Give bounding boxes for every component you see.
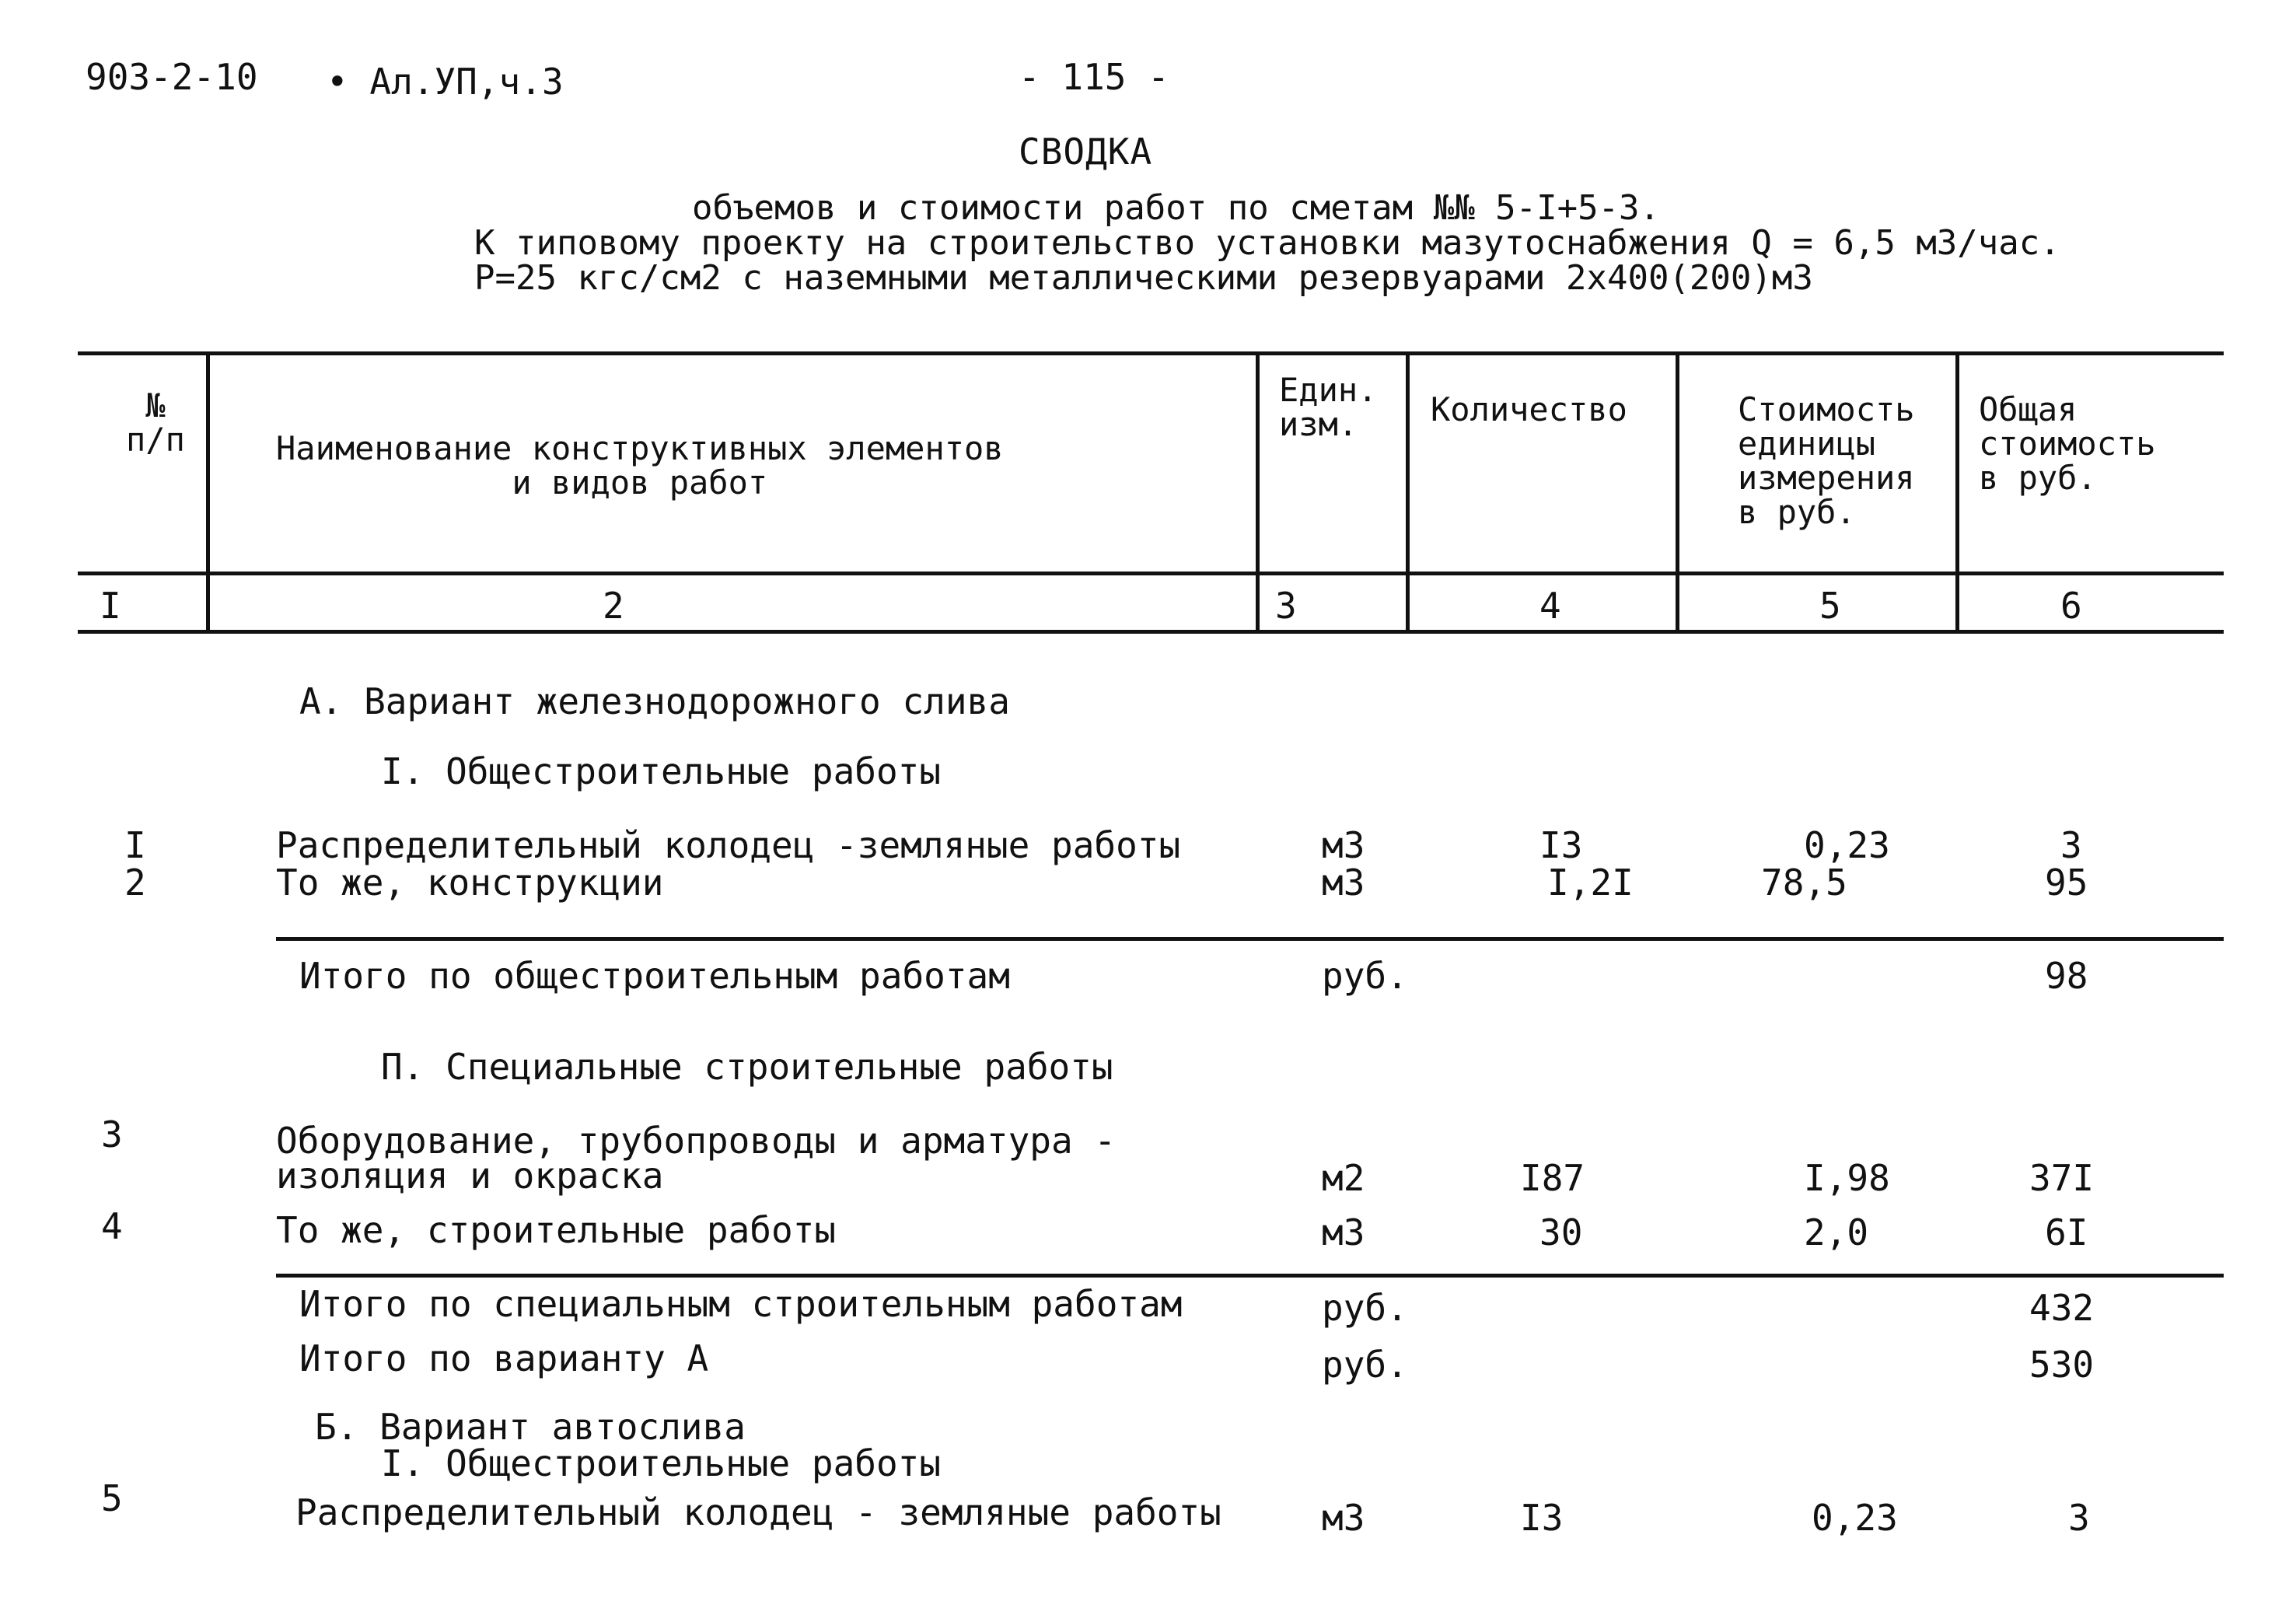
- column-numbers-bottom-rule: [78, 630, 2224, 634]
- row-unit: м3: [1322, 1211, 1365, 1253]
- col-number: 4: [1539, 585, 1561, 627]
- subtotal-unit: руб.: [1322, 955, 1408, 997]
- subtotal-label: Итого по общестроительным работам: [299, 955, 1010, 997]
- row-number: I: [124, 824, 146, 866]
- subtitle-line-2: К типовому проекту на строительство установки мазутоснабжения Q = 6,5 м3/час.: [474, 223, 2060, 263]
- row-unit: м3: [1322, 1497, 1365, 1539]
- document-code: 903-2-10: [86, 56, 258, 98]
- col-header-unit-price: Стоимость единицы измерения в руб.: [1738, 390, 1915, 531]
- subsection-heading: I. Общестроительные работы: [381, 750, 942, 792]
- col-header-name: Наименование конструктивных элементов и видов работ: [276, 429, 1004, 502]
- column-divider: [1676, 354, 1679, 632]
- section-heading: Б. Вариант автослива: [315, 1406, 746, 1448]
- row-unit: м3: [1322, 862, 1365, 904]
- row-unit: м3: [1322, 824, 1365, 866]
- col-number: 5: [1819, 585, 1841, 627]
- subtotal-rule: [276, 937, 2224, 941]
- subsection-heading: I. Общестроительные работы: [381, 1442, 942, 1484]
- subtitle-line-3: Р=25 кгс/см2 с наземными металлическими резервуарами 2х400(200)м3: [474, 258, 1813, 298]
- col-number: I: [100, 585, 121, 627]
- col-header-unit: Един. изм.: [1279, 371, 1378, 443]
- header-divider-rule: [78, 572, 2224, 575]
- row-quantity: I3: [1539, 824, 1583, 866]
- document-title: СВОДКА: [1019, 131, 1153, 173]
- variant-total-unit: руб.: [1322, 1344, 1408, 1386]
- variant-total-value: 530: [2029, 1344, 2095, 1386]
- col-header-quantity: Количество: [1431, 390, 1627, 428]
- row-total: 95: [2045, 862, 2088, 904]
- col-number: 2: [603, 585, 624, 627]
- column-divider: [206, 354, 210, 632]
- album-reference: • Ал.УП,ч.3: [327, 61, 564, 103]
- row-name: Распределительный колодец - земляные работы: [295, 1491, 1221, 1533]
- column-divider: [1406, 354, 1410, 632]
- column-divider: [1955, 354, 1959, 632]
- variant-total-label: Итого по варианту А: [299, 1337, 709, 1379]
- subtotal-label: Итого по специальным строительным работам: [299, 1283, 1183, 1325]
- row-unit-price: 0,23: [1804, 824, 1890, 866]
- col-number: 3: [1275, 585, 1297, 627]
- row-number: 3: [101, 1113, 123, 1155]
- subtitle-line-1: объемов и стоимости работ по сметам №№ 5-I+5-3.: [692, 188, 1661, 228]
- row-unit-price: 78,5: [1761, 862, 1847, 904]
- row-name: То же, конструкции: [276, 862, 664, 904]
- row-quantity: 30: [1539, 1211, 1583, 1253]
- row-quantity: I87: [1520, 1157, 1585, 1199]
- col-header-total: Общая стоимость в руб.: [1979, 390, 2156, 497]
- subtotal-value: 432: [2029, 1287, 2095, 1329]
- row-name: Оборудование, трубопроводы и арматура -: [276, 1120, 1117, 1162]
- row-unit: м2: [1322, 1157, 1365, 1199]
- col-number: 6: [2060, 585, 2082, 627]
- table-top-rule: [78, 351, 2224, 355]
- page-number: - 115 -: [1019, 56, 1169, 98]
- row-total: 6I: [2045, 1211, 2088, 1253]
- subsection-heading: П. Специальные строительные работы: [381, 1046, 1113, 1088]
- subtotal-unit: руб.: [1322, 1287, 1408, 1329]
- row-quantity: I,2I: [1547, 862, 1634, 904]
- row-name-continued: изоляция и окраска: [276, 1155, 664, 1197]
- row-unit-price: 0,23: [1812, 1497, 1898, 1539]
- row-total: 3: [2060, 824, 2082, 866]
- row-name: Распределительный колодец -земляные работы: [276, 824, 1181, 866]
- row-name: То же, строительные работы: [276, 1209, 837, 1251]
- row-number: 5: [101, 1477, 123, 1519]
- row-number: 4: [101, 1205, 123, 1247]
- row-total: 37I: [2029, 1157, 2095, 1199]
- row-total: 3: [2068, 1497, 2090, 1539]
- column-divider: [1256, 354, 1260, 632]
- row-unit-price: 2,0: [1804, 1211, 1869, 1253]
- col-header-number: № п/п: [126, 386, 185, 459]
- subtotal-value: 98: [2045, 955, 2088, 997]
- row-quantity: I3: [1520, 1497, 1564, 1539]
- row-number: 2: [124, 862, 146, 904]
- subtotal-rule: [276, 1274, 2224, 1278]
- row-unit-price: I,98: [1804, 1157, 1890, 1199]
- section-heading: А. Вариант железнодорожного слива: [299, 680, 1010, 722]
